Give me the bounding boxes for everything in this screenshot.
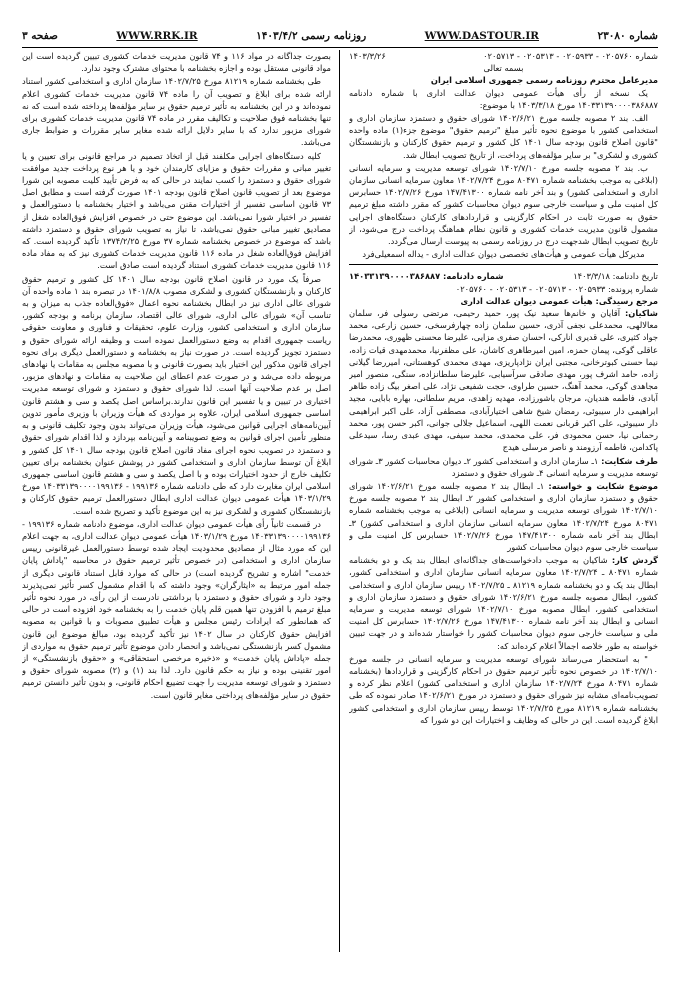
column-divider <box>339 50 340 952</box>
letter-item-b: ب. بند ۲ مصوبه جلسه مورخ ۱۴۰۲/۷/۱۰ شورای توسعه مدیریت و سرمایه انسانی (ابلاغی به موجب بخشنامه شماره ۸۰۴۷۱ مورخ ۱۴۰۲/۷/۲۴ معاون سرمایه انسانی سازمان اداری و استخدامی کشور) و بند آخر نامه شماره ۱۴۷/۴۱۳۰۰ مورخ ۱۴۰۲/۷/۲۶ حسابرس کل امنیت ملی و سیاست خارجی سوم دیوان محاسبات کشور که مقرر داشته مبلغ ترمیم حقوق به صورت ثابت در احکام کارگزینی و قراردادهای کارکنان دستگاه‌های اجرایی مشمول قانون مدیریت خدمات کشوری و قانون نظام هماهنگ پرداخت درج می‌شود، از تاریخ تصویب ابطال شدجهت درج در روزنامه رسمی به پیوست ارسال می‌گردد. <box>349 162 658 247</box>
header-rule <box>22 47 658 48</box>
subject-block <box>349 480 658 553</box>
ruling-meta <box>349 270 658 282</box>
complainants-list: آقایان و خانم‌ها سعید نیک پور، حمید رحیمی، مرتضی رسولی فر، سلمان معالالهی، محمدعلی نجفی آذری، حسین سلمان زاده چهارفرسخی، حسین زارعی، محمد جواد کثیری، علی قدیری انارکی، احسان صفری مزایی، علیرضا محسنی ظهوری، محمدرضا عاقلی گوکی، پیمان حمزه، امین امیرطاهری کاشان، علی مظفرنیا، محمدمهدی قیات زاده، نیما حسنی کبوترخانی، مجتبی ایران نژادپاریزی، مهدی محمدی کوهستانی، امیررضا گیلانی زاده، حامد اشرف پور، مهدی صادقی سرآسیابی، علیرضا سلطانزاده، سنگی، منصور امیر مجاهدی گوکی، محمد آهنگ، حسین طراوی، حجت شفیعی نژاد، علی اصغر بیگ زاده طاهر آبادی، فاطمه هندیان، مرجان باشورزاده، مهدیه زاهدی، مریم سلطانی، بهاره بابایی، مجید ابراهیمی دار سیبوئی، رمضان شیخ شاهی اختیارآبادی، مصطفی آزاد، علی اکبر ابراهیمی دار سیبوئی، علی اکبر قربانی نعمت اللهی، اسماعیل جلالی جوانی، اکبر حسن پور، محمد رحمانی نیا، حسن محمودی فر، علی محمدی، محمد سیفی، مهدی عبدی رسا، سیدعلی پاکدامن، فاطمه آرزومند و ناصر مرسلی هیدج <box>349 308 658 453</box>
gazette-date: روزنامه رسمی ۱۴۰۳/۴/۲ <box>256 30 367 42</box>
left-column <box>22 50 331 952</box>
body-paragraph: کلیه دستگاه‌های اجرایی مکلفند قبل از اتخاذ تصمیم در مراجع قانونی برای تعیین و یا تغییر مبانی و مقررات حقوق و مزایای کارمندان خود و یا هر نوع پرداخت جدید موافقت شورای حقوق و دستمزد را کسب نمایند در حالی که به فرض تأیید کلیت مصوبه این شورا موضوع بعد از تصویب قانون اصلاح قانون بودجه ۱۴۰۱ صورت گرفته است و مطابق اصل ۷۳ قانون اساسی تفسیر از اختیارات مقنن می‌باشد و اختیار بخشنامه با دستورالعمل و تفسیر در اختیار شورا نمی‌باشد. این موضوع حتی در خصوص افزایش فوق‌العاده شغل از مصادیق تغییر مبانی حقوق نمی‌باشد، تا نیاز به تصویب شورای حقوق و دستمزد داشته باشد که موضوع در خصوص بخشنامه شماره ۳۷ مورخ ۱۳۷۴/۲/۲۵ تأکید گردیده است. که افزایش فوق‌العاده شغل در ماده ۱۱۶ قانون مدیریت خدمات کشوری نیز که به مفاد ماده ۱۱۶ قانون مدیریت خدمات کشوری استناد گردیده است صادق است. <box>22 150 331 271</box>
process-block <box>349 554 658 652</box>
hearing-authority: مرجع رسیدگی: هیأت عمومی دیوان عدالت اداری <box>460 295 658 306</box>
section-divider <box>349 264 658 265</box>
complaint-quote: " به استحضار می‌رساند شورای توسعه مدیریت و سرمایه انسانی در جلسه مورخ ۱۴۰۲/۷/۱۰ در خصوص نحوه تأثیر ترمیم حقوق در احکام کارگزینی و قراردادها (بخشنامه شماره ۸۰۴۷۱ مورخ ۱۴۰۲/۷/۲۴ سازمان اداری و استخدامی کشور) اعلام نظر کرده و تصویب‌نامه‌ای مشابه نیز شورای حقوق و دستمزد در مورخ ۱۴۰۲/۶/۲۱ صادر نموده که طی بخشنامه شماره ۸۱۲۱۹ مورخ ۱۴۰۲/۷/۲۵ توسط رییس سازمان اداری و استخدامی کشور ابلاغ گردیده است. این در حالی که وظایف و اختیارات این دو شورا که <box>349 653 658 725</box>
page-number: صفحه ۳ <box>22 30 58 42</box>
page-header <box>22 26 658 46</box>
ruling-date: تاریخ دادنامه: ۱۴۰۳/۳/۱۸ <box>573 271 658 282</box>
respondents-block <box>349 455 658 479</box>
file-number: شماره پرونده: ۰۲۰۵۹۳۳ - ۰۲۰۵۷۱۳ - ۰۲۰۵۳۱۳ - ۰۲۰۵۷۶۰ <box>455 283 658 294</box>
letter-signature: مدیرکل هیأت عمومی و هیأت‌های تخصصی دیوان عدالت اداری - یداله اسمعیلی‌فرد <box>362 249 645 260</box>
letter-item-a: الف. بند ۲ مصوبه جلسه مورخ ۱۴۰۲/۶/۲۱ شورای حقوق و دستمزد سازمان اداری و استخدامی کشور با موضوع نحوه تأثیر مبلغ "ترمیم حقوق" موضوع جزء(۱) ماده واحده "قانون اصلاح قانون بودجه سال ۱۴۰۱ کل کشور و ترمیم حقوق کارکنان و بازنشستگان کشوری و لشکری" بر سایر مؤلفه‌های پرداخت، از تاریخ تصویب ابطال شد. <box>349 113 658 160</box>
letter-paragraph: یک نسخه از رأی هیأت عمومی دیوان عدالت اداری با شماره دادنامه ۱۴۰۳۳۱۳۹۰۰۰۰۳۸۶۸۸۷ مورخ ۱۴۰۳/۳/۱۸ با موضوع: <box>349 87 658 110</box>
letter-date: ۱۴۰۳/۳/۲۶ <box>349 51 386 61</box>
letter-number: شماره ۰۲۰۵۷۶۰ - ۰۲۰۵۹۳۳ - ۰۲۰۵۳۱۳ - ۰۲۰۵۷۱۳ <box>483 51 658 61</box>
body-paragraph: در قسمت ثانیاً رأی هیأت عمومی دیوان عدالت اداری، موضوع دادنامه شماره ۱۹۹۱۳۶ - ۱۴۰۳۳۱۳۹۰۰۰۰۱۹۹۱۳۶ مورخ ۱۴۰۳/۱/۲۹ هیأت عمومی دیوان عدالت اداری، به جهت اعلام این که مورد مثال از مصادیق محدودیت ایجاد شده توسط دستورالعمل غیرقانونی رییس سازمان اداری و استخدامی (در خصوص تأثیر ترمیم حقوق در محاسبه "پاداش پایان خدمت" اشاره و تشریح گردیده است) در حالی که موارد قابل استناد قانونی دیگری از جمله امور مرتبط به «ایثارگران» وجود داشته که با اقدام مشمول کسر تأثیر نمی‌پذیرند وجود دارد و شورای حقوق و دستمزد با برداشتی نادرست از این رأی، در مورد نحوه تأثیر مبلغ ترمیم با افزودن تنها همین قلم پایان خدمت را به بخشنامه خود افزوده است در حالی که همانطور که ایرادات رئیس مجلس و هیأت تطبیق مصوبات و با قوانین به مصوبه افزایش حقوق کارکنان در سال ۱۴۰۲ نیز تأکید گردیده بود، مبالغ موضوع این قانون مشمول کسر بازنشستگی نمی‌باشد و انحصار دادن موضوع تأثیر ترمیم حقوق به مواردی از جمله «پاداش پایان خدمت» و «ذخیره مرخصی استحقاقی» و «حقوق بازنشستگی» از امور تقنینی بوده و نیاز به حکم قانون دارد. لذا بند (۱) و (۲) مصوبه شورای حقوق و دستمزد و شورای توسعه مدیریت را جهت تضییع احکام قانونی، و بدون تأثیر دانستن ترمیم حقوق در سایر مؤلفه‌های پرداختی مغایر قانون است. <box>22 518 331 700</box>
subject-label: موضوع شکایت و خواسته: <box>548 480 658 491</box>
right-column <box>349 50 658 952</box>
letter-meta <box>349 50 658 62</box>
respondents-label: طرف شکایت: <box>601 455 658 466</box>
site-link-rrk[interactable]: WWW.RRK.IR <box>116 30 198 42</box>
issue-number: شماره ۲۳۰۸۰ <box>597 30 658 42</box>
ruling-number: شماره دادنامه: ۱۴۰۳۳۱۳۹۰۰۰۰۳۸۶۸۸۷ <box>349 271 504 282</box>
subject-text: ۱ـ ابطال بند ۲ مصوبه جلسه مورخ ۱۴۰۲/۶/۲۱ شورای حقوق و دستمزد سازمان اداری و استخدامی کشور ۲ـ ابطال بند ۲ مصوبه جلسه مورخ ۱۴۰۲/۷/۱۰ شورای توسعه مدیریت و سرمایه انسانی (ابلاغی به موجب بخشنامه شماره ۸۰۴۷۱ مورخ ۱۴۰۲/۷/۲۴ معاون سرمایه انسانی سازمان اداری و استخدامی کشور) ۳ـ ابطال بند آخر نامه شماره ۱۴۷/۴۱۳۰۰ مورخ ۱۴۰۲/۷/۲۶ حسابرس کل امنیت ملی و سیاست خارجی سوم دیوان محاسبات کشور <box>349 480 658 552</box>
respondents-list: ۱ـ سازمان اداری و استخدامی کشور ۲ـ دیوان محاسبات کشور ۳ـ شورای توسعه مدیریت و سرمایه انسانی ۴ـ شورای حقوق و دستمزد <box>349 455 658 478</box>
body-paragraph: بصورت جداگانه در مواد ۱۱۶ و ۷۴ قانون مدیریت خدمات کشوری تبیین گردیده است این مواد قانونی مستقل بوده و اجازه بخشنامه با محتوای مشترک وجود ندارد. <box>22 51 331 74</box>
basmala: بسمه تعالی <box>483 63 524 74</box>
process-label: گردش کار: <box>611 555 658 566</box>
complainants-label: شاکیان: <box>624 308 658 319</box>
body-paragraph: طی بخشنامه شماره ۸۱۲۱۹ مورخ ۱۴۰۲/۷/۲۵ سازمان اداری و استخدامی کشور استناد ارائه شده برای ابلاغ و تصویب آن را ماده ۷۴ قانون مدیریت خدمات کشوری اعلام نموده‌اند و در این بخشنامه به تأثیر ترمیم حقوق بر سایر مؤلفه‌ها پرداخته شده است که نه تنها بخشنامه فوق صلاحیت و تکالیف مقرر در ماده ۷۴ قانون مدیریت خدمات کشوری برای شورای مزبور ندارد که با سایر دلایل ارائه شده مغایر سایر مقررات و ضوابط جاری می‌باشد. <box>22 76 331 148</box>
body-paragraph: صرفاً یک مورد در قانون اصلاح قانون بودجه سال ۱۴۰۱ کل کشور و ترمیم حقوق کارکنان و بازنشستگان کشوری و لشکری مصوب ۱۴۰۱/۸/۸ در تبصره بند ۱ ماده واحده آن شورای عالی اداری نیز در ابطال بخشنامه نحوه اعمال «فوق‌العاده جذب به میزان و به تناسب آن» شورای عالی اداری، شورای عالی اقتصاد، سازمان برنامه و بودجه کشور، سازمان اداری و استخدامی کشور، وزارت علوم، تحقیقات و فناوری و معاونت حقوقی ریاست جمهوری اقدام به وضع دستورالعمل نموده است و وظیفه ارائه شورای حقوق و دستمزد تجویز گردیده است. در صورت نیاز به بخشنامه و دستورالعمل دیگری برای نحوه اجرای قانون مذکور این اختیار باید بصورت قانونی و با مصوبه مجلس به مقامات یا نهادهای مربوطه داده می‌شد و در صورت عدم اعطای این صلاحیت به مقامات و نهادهای مزبور، اصل بر عدم صلاحیت آنها است. لذا شورای حقوق و دستمزد و شورای توسعه مدیریت اختیاری در تبیین و یا تفسیر این قانون ندارند.براساس اصل یکصد و سی و هشتم قانون اساسی جمهوری اسلامی ایران، علاوه بر مواردی که هیأت وزیران با وزیری مأمور تدوین آیین‌نامه‌های اجرایی قوانین می‌شود، هیأت وزیران می‌تواند بدون وجود تکلیف قانونی و به منظور تأمین اجرای قوانین به وضع تصویبنامه و آیین‌نامه بپردازد و لذا اقدام شورای حقوق و دستمزد در تصویب نحوه اجرای مفاد قانون اصلاح قانون بودجه سال ۱۴۰۱ کل کشور و ابلاغ آن توسط سازمان اداری و استخدامی کشور در پوشش عنوان بخشنامه برای تعیین تکلیف خارج از حدود اختیارات بوده و با اصل یکصد و سی و هشتم قانون اساسی جمهوری اسلامی ایران مغایرت دارد که طی دادنامه شماره ۱۹۹۱۳۶ - ۱۴۰۳۳۱۳۹۰۰۰۰۱۹۹۱۳۶ مورخ ۱۴۰۳/۱/۲۹ هیأت عمومی دیوان عدالت اداری ابطال دستورالعمل ترمیم حقوق کارکنان و بازنشستگان کشوری و لشکری نیز به این موضوع تأکید و تصریح شده است. <box>22 273 331 516</box>
complainants-block <box>349 307 658 453</box>
process-text: شاکیان به موجب دادخواست‌های جداگانه‌ای ابطال بند یک و دو بخشنامه شماره ۸۰۴۷۱ ـ ۱۴۰۲/۷/۲۴ معاون سرمایه انسانی سازمان اداری و استخدامی کشور، ابطال بند یک و دو بخشنامه شماره ۸۱۲۱۹ ـ ۱۴۰۲/۷/۲۵ رییس سازمان اداری و استخدامی کشور، ابطال مصوبه جلسه مورخ ۱۴۰۲/۶/۲۱ شورای حقوق و دستمزد سازمان اداری و استخدامی کشور، ابطال مصوبه مورخ ۱۴۰۲/۷/۱۰ شورای توسعه مدیریت و سرمایه انسانی و ابطال بند آخر نامه شماره ۱۴۷/۴۱۳۰۰ مورخ ۱۴۰۲/۷/۲۶ حسابرس کل امنیت ملی و سیاست خارجی سوم دیوان محاسبات کشور را خواستار شده‌اند و در جهت تبیین خواسته به طور خلاصه اجمالاً اعلام کرده‌اند که: <box>349 555 658 651</box>
addressee: مدیرعامل محترم روزنامه رسمی جمهوری اسلامی ایران <box>430 75 658 86</box>
site-link-dastour[interactable]: WWW.DASTOUR.IR <box>424 30 540 42</box>
